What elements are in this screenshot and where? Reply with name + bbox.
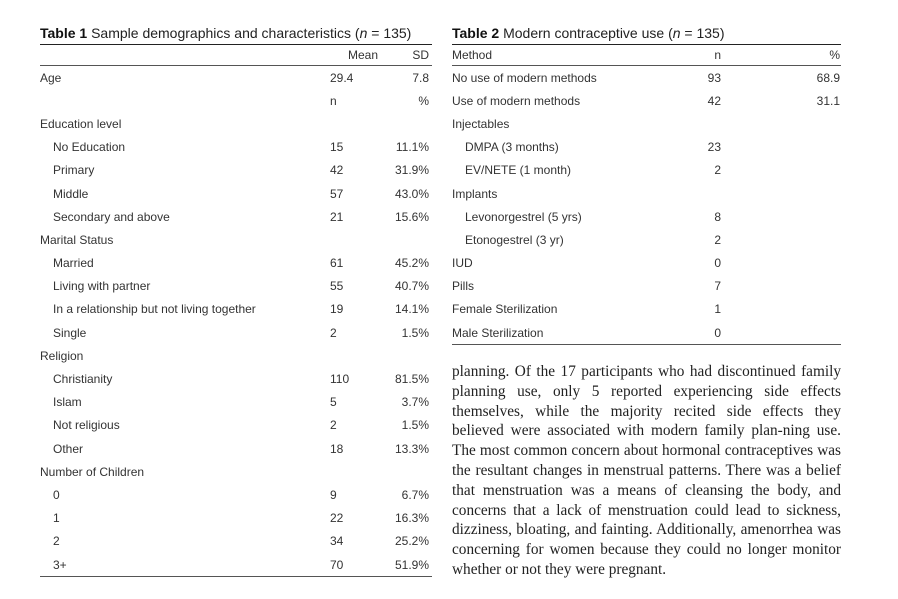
row-label: IUD bbox=[452, 256, 473, 271]
row-label: 1 bbox=[53, 511, 60, 526]
row-label: EV/NETE (1 month) bbox=[465, 163, 572, 178]
table-row bbox=[40, 367, 432, 390]
table-1-header-label bbox=[40, 45, 301, 66]
row-label: Christianity bbox=[53, 372, 113, 387]
table-row bbox=[40, 298, 432, 321]
row-label: Pills bbox=[452, 279, 475, 294]
table-row bbox=[452, 252, 841, 275]
row-label: In a relationship but not living together bbox=[53, 302, 256, 317]
table-row bbox=[452, 228, 841, 251]
row-value-2 bbox=[721, 205, 841, 228]
table-row bbox=[40, 275, 432, 298]
row-value-1: 2 bbox=[714, 163, 721, 178]
row-value-2: 1.5% bbox=[401, 325, 429, 340]
row-value-2: 40.7% bbox=[394, 279, 429, 294]
row-value-1: 5 bbox=[330, 395, 337, 410]
table-row bbox=[452, 275, 841, 298]
row-value-1: 42 bbox=[330, 163, 344, 178]
table-row bbox=[40, 530, 432, 553]
row-label: Implants bbox=[452, 186, 498, 201]
row-value-1: 2 bbox=[330, 325, 337, 340]
row-label: Male Sterilization bbox=[452, 325, 544, 340]
table-1-label: Table 1 bbox=[40, 25, 88, 41]
row-value-1: 18 bbox=[330, 441, 344, 456]
table-row bbox=[452, 112, 841, 135]
table-row bbox=[40, 89, 432, 112]
row-label: Etonogestrel (3 yr) bbox=[465, 232, 564, 247]
row-value-2: 11.1% bbox=[395, 140, 429, 155]
row-value-2: 51.9% bbox=[394, 557, 429, 572]
row-value-1: 21 bbox=[330, 209, 344, 224]
row-label: Islam bbox=[53, 395, 82, 410]
row-value-1 bbox=[301, 228, 392, 251]
row-label: Number of Children bbox=[40, 464, 145, 479]
table-1-n: n bbox=[359, 25, 368, 41]
table-1 bbox=[40, 22, 432, 577]
table-row bbox=[452, 205, 841, 228]
row-label: Secondary and above bbox=[53, 209, 170, 224]
row-value-1 bbox=[301, 112, 392, 135]
row-value-1: 110 bbox=[330, 372, 350, 387]
table-row bbox=[40, 66, 432, 90]
row-value-2: 16.3% bbox=[394, 511, 429, 526]
row-value-1: 19 bbox=[330, 302, 344, 317]
row-value-1 bbox=[301, 460, 392, 483]
table-2-bottom-rule bbox=[452, 344, 841, 345]
table-row bbox=[40, 460, 432, 483]
body-paragraph: planning. Of the 17 participants who had discontinued family planning use, only 5 reported experiencing side effects themselves, while the majority recited side effects they believed were associated with modern family plan-ning use. The most common concern about hormonal contraceptives was the resultant changes in menstrual patterns. There was a belief that menstruation was a means of cleansing the body, and concerns that a lack of menstruation could lead to sickness, dizziness, bloating, and fainting. Additionally, amenorrhea was concerning for women because they could no longer monitor whether or not they were pregnant. bbox=[452, 363, 841, 578]
row-value-1: 42 bbox=[707, 93, 721, 108]
row-value-1: 15 bbox=[330, 140, 344, 155]
table-row bbox=[40, 344, 432, 367]
table-2-title: Modern contraceptive use ( bbox=[503, 25, 673, 41]
row-label: 3+ bbox=[53, 557, 67, 572]
table-1-grid bbox=[40, 45, 432, 576]
row-label: Middle bbox=[53, 186, 89, 201]
row-label: Other bbox=[53, 441, 84, 456]
row-value-2 bbox=[721, 182, 841, 205]
row-value-1: 2 bbox=[714, 232, 721, 247]
row-value-1: 93 bbox=[707, 70, 721, 85]
row-value-1 bbox=[665, 182, 721, 205]
row-value-2: 81.5% bbox=[394, 372, 429, 387]
row-value-2 bbox=[721, 275, 841, 298]
row-value-1: 55 bbox=[330, 279, 344, 294]
table-2-caption bbox=[452, 22, 841, 44]
row-label: Female Sterilization bbox=[452, 302, 558, 317]
row-value-2: 31.1 bbox=[816, 93, 840, 108]
row-value-2 bbox=[721, 136, 841, 159]
row-value-1: 61 bbox=[330, 256, 344, 271]
row-value-2 bbox=[721, 112, 841, 135]
table-row bbox=[40, 553, 432, 576]
row-value-1: 29.4 bbox=[330, 70, 354, 85]
table-row bbox=[452, 298, 841, 321]
row-label: Primary bbox=[53, 163, 95, 178]
table-row bbox=[40, 483, 432, 506]
row-value-1: 22 bbox=[330, 511, 344, 526]
row-value-1: 2 bbox=[330, 418, 337, 433]
row-value-2: 25.2% bbox=[394, 534, 429, 549]
row-value-1: 1 bbox=[714, 302, 721, 317]
row-value-1 bbox=[665, 112, 721, 135]
row-value-2 bbox=[392, 460, 432, 483]
table-row bbox=[40, 159, 432, 182]
row-value-1: 57 bbox=[330, 186, 344, 201]
row-value-1: 0 bbox=[714, 256, 721, 271]
row-value-2 bbox=[392, 344, 432, 367]
row-label: Living with partner bbox=[53, 279, 151, 294]
table-2-n: n bbox=[672, 25, 681, 41]
row-value-1: 9 bbox=[330, 487, 337, 502]
table-1-bottom-rule bbox=[40, 576, 432, 577]
row-value-2: 6.7% bbox=[401, 487, 429, 502]
row-value-2: 31.9% bbox=[394, 163, 429, 178]
row-value-2: % bbox=[418, 93, 429, 108]
row-label: Marital Status bbox=[40, 232, 114, 247]
table-row bbox=[40, 182, 432, 205]
table-1-n-value: = 135) bbox=[367, 25, 412, 41]
table-row bbox=[40, 321, 432, 344]
row-value-1: 23 bbox=[707, 140, 721, 155]
row-value-2 bbox=[721, 159, 841, 182]
row-value-2: 43.0% bbox=[394, 186, 429, 201]
table-row bbox=[452, 136, 841, 159]
table-row bbox=[452, 182, 841, 205]
row-value-1: n bbox=[330, 93, 337, 108]
table-row bbox=[452, 66, 841, 90]
row-label bbox=[40, 89, 301, 112]
row-value-1: 70 bbox=[330, 557, 344, 572]
row-value-2: 1.5% bbox=[401, 418, 429, 433]
row-value-2: 15.6% bbox=[394, 209, 429, 224]
table-2 bbox=[452, 22, 841, 345]
row-label: Education level bbox=[40, 116, 122, 131]
table-row bbox=[40, 112, 432, 135]
row-label: Not religious bbox=[53, 418, 120, 433]
row-value-2 bbox=[721, 252, 841, 275]
row-value-2: 3.7% bbox=[401, 395, 429, 410]
row-label: Age bbox=[40, 70, 62, 85]
table-row bbox=[40, 136, 432, 159]
table-row bbox=[452, 159, 841, 182]
row-label: 0 bbox=[53, 487, 60, 502]
table-row bbox=[40, 228, 432, 251]
table-row bbox=[40, 205, 432, 228]
table-1-header-row bbox=[40, 45, 432, 66]
row-label: No use of modern methods bbox=[452, 70, 597, 85]
row-label: No Education bbox=[53, 140, 126, 155]
row-value-1 bbox=[301, 344, 392, 367]
row-value-2 bbox=[721, 228, 841, 251]
table-1-caption bbox=[40, 22, 432, 44]
row-label: DMPA (3 months) bbox=[465, 140, 559, 155]
row-label: Use of modern methods bbox=[452, 93, 581, 108]
table-row bbox=[40, 391, 432, 414]
table-2-grid bbox=[452, 45, 841, 344]
row-value-2: 14.1% bbox=[394, 302, 429, 317]
row-value-1: 0 bbox=[714, 325, 721, 340]
table-row bbox=[452, 89, 841, 112]
row-label: 2 bbox=[53, 534, 60, 549]
row-label: Religion bbox=[40, 348, 84, 363]
row-label: Married bbox=[53, 256, 94, 271]
table-row bbox=[40, 507, 432, 530]
row-value-2: 68.9 bbox=[816, 70, 840, 85]
table-row bbox=[452, 321, 841, 344]
row-value-1: 34 bbox=[330, 534, 344, 549]
table-1-header-sd: SD bbox=[392, 45, 432, 66]
row-value-2: 45.2% bbox=[394, 256, 429, 271]
table-1-header-mean: Mean bbox=[301, 45, 392, 66]
table-2-label: Table 2 bbox=[452, 25, 500, 41]
row-value-2 bbox=[392, 228, 432, 251]
table-2-n-value: = 135) bbox=[680, 25, 725, 41]
table-row bbox=[40, 252, 432, 275]
row-value-2 bbox=[721, 321, 841, 344]
row-label: Injectables bbox=[452, 116, 510, 131]
table-row bbox=[40, 414, 432, 437]
row-value-2 bbox=[721, 298, 841, 321]
table-2-header-row bbox=[452, 45, 841, 66]
row-value-2 bbox=[392, 112, 432, 135]
table-2-header-method: Method bbox=[452, 45, 665, 66]
row-value-2: 7.8 bbox=[412, 70, 429, 85]
table-1-title: Sample demographics and characteristics ( bbox=[91, 25, 360, 41]
row-value-2: 13.3% bbox=[394, 441, 429, 456]
table-2-header-pct: % bbox=[721, 45, 841, 66]
row-value-1: 8 bbox=[714, 209, 721, 224]
row-label: Levonorgestrel (5 yrs) bbox=[465, 209, 582, 224]
table-row bbox=[40, 437, 432, 460]
row-value-1: 7 bbox=[714, 279, 721, 294]
table-2-header-n: n bbox=[665, 45, 721, 66]
row-label: Single bbox=[53, 325, 87, 340]
